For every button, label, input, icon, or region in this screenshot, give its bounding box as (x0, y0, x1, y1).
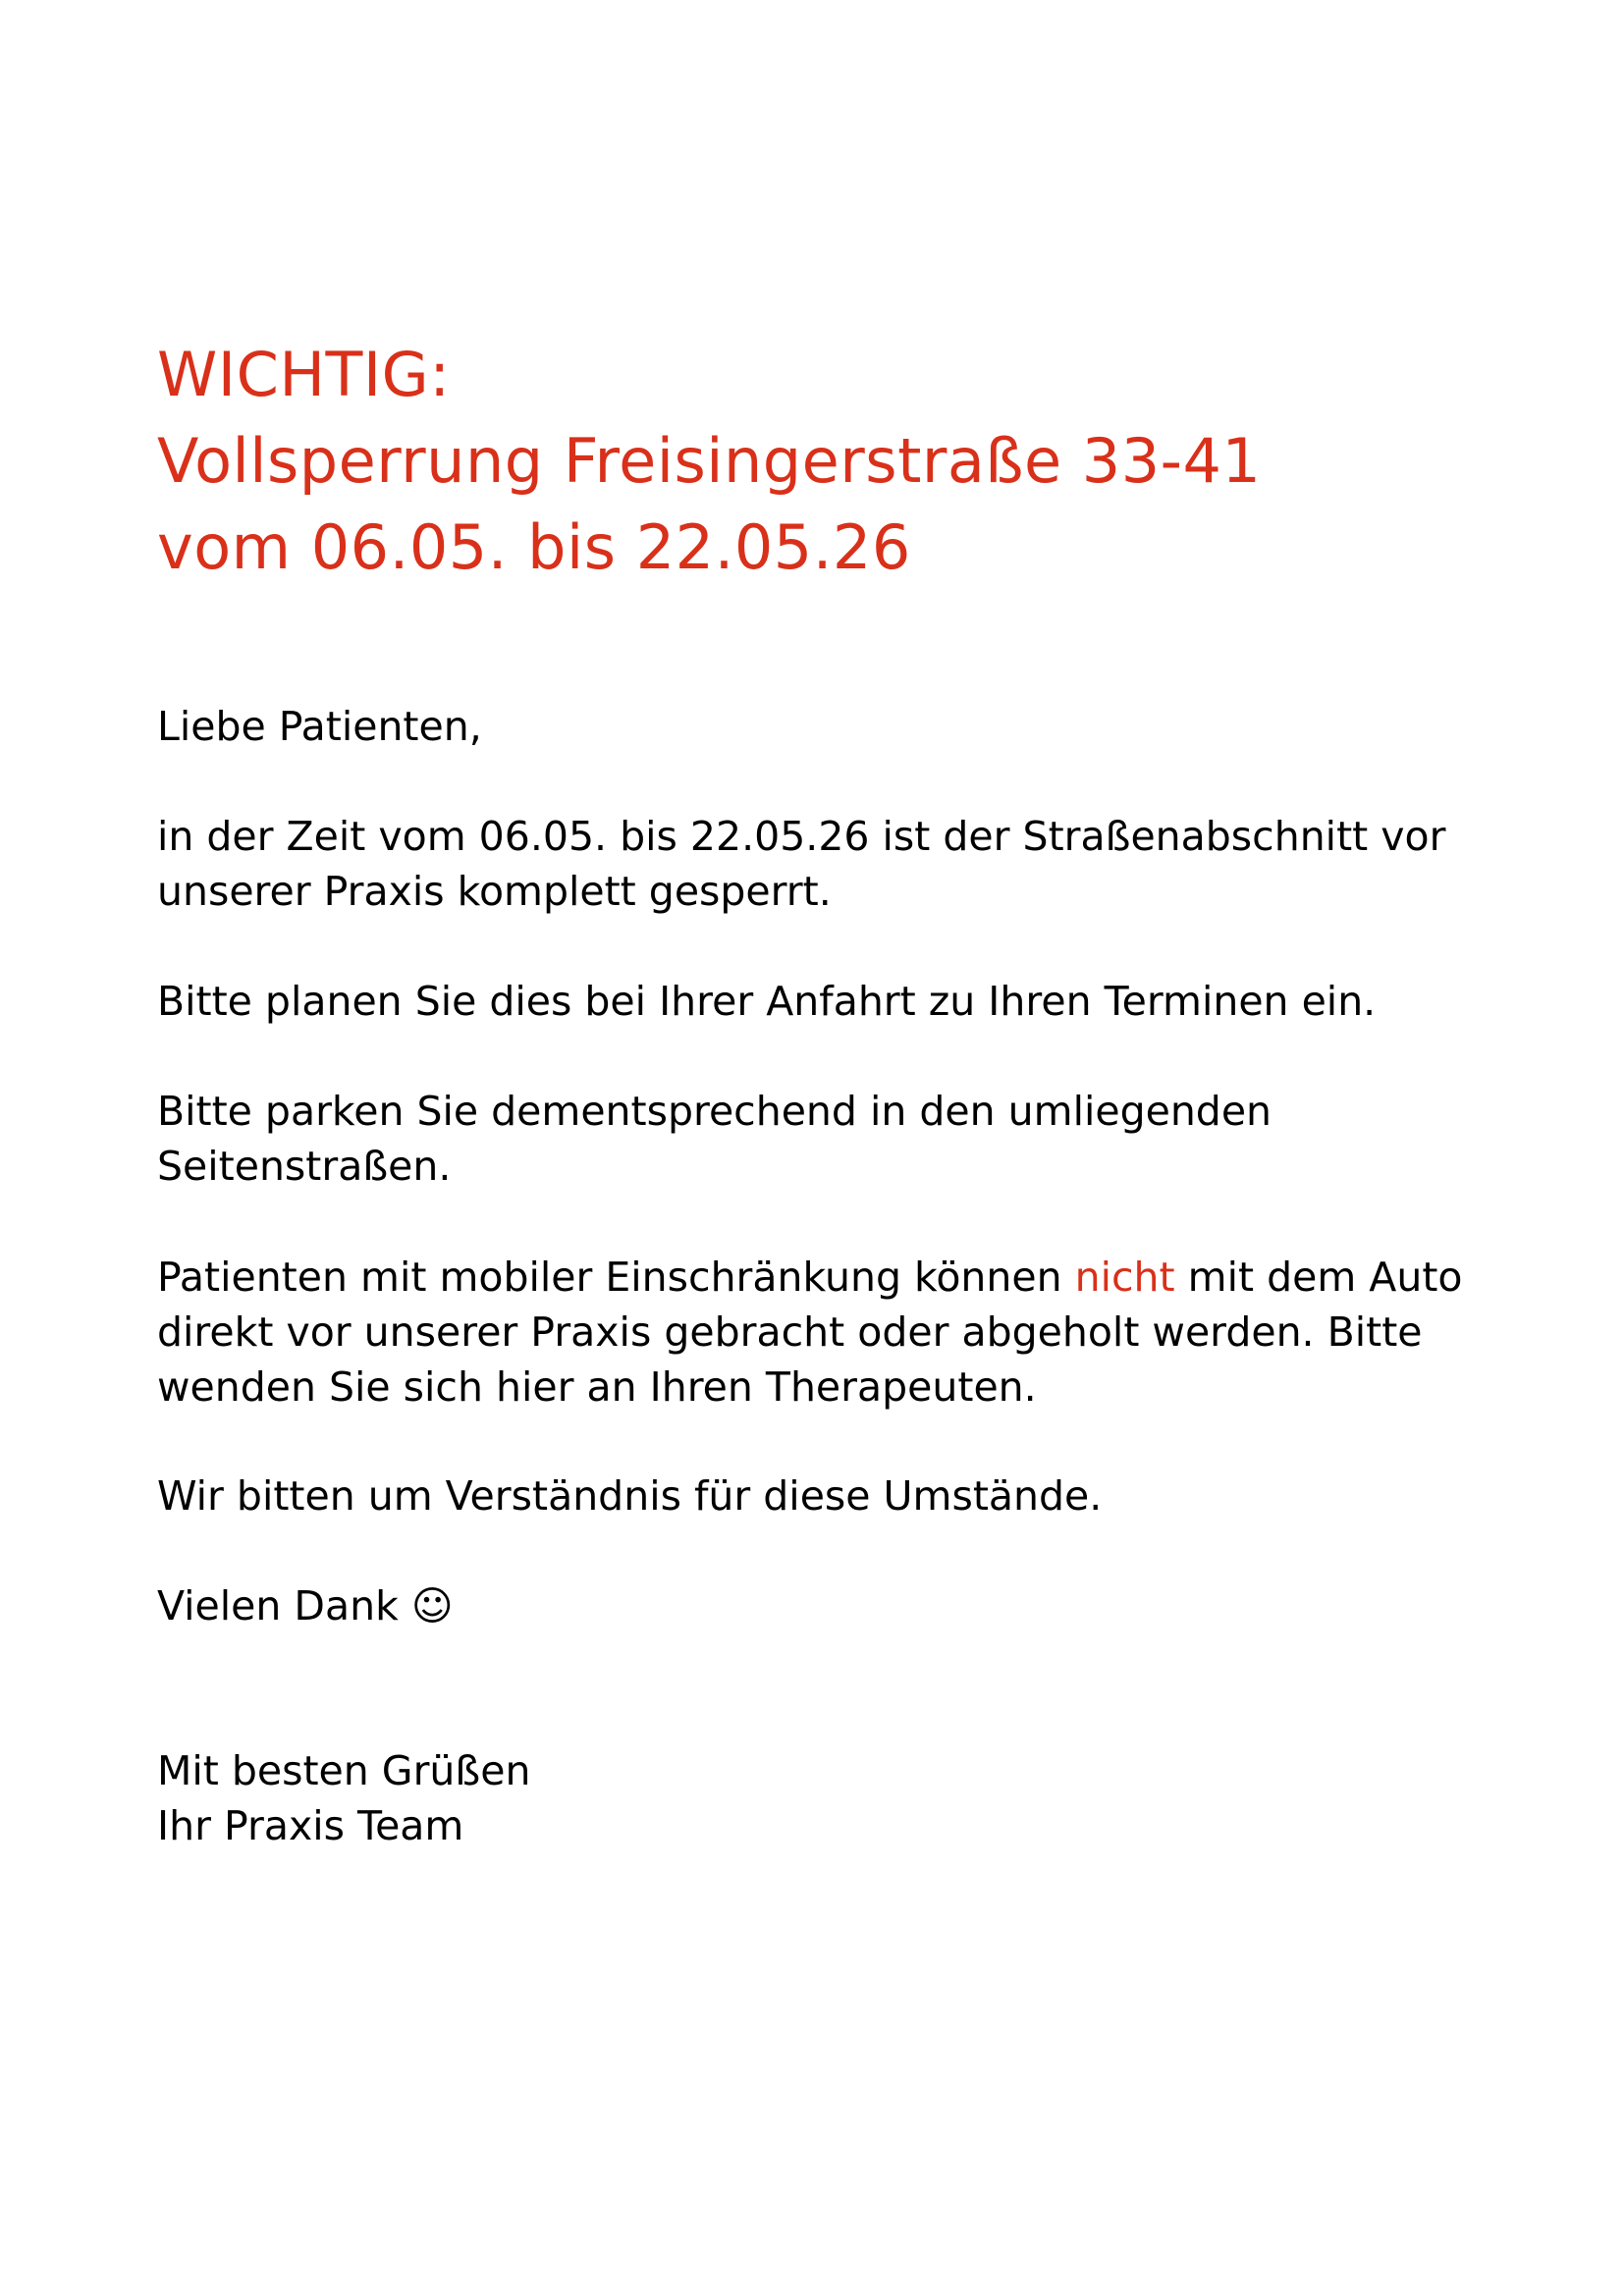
paragraph-parking (157, 1084, 1532, 1194)
closing-signature (157, 1743, 1532, 1853)
paragraph-line: Vielen Dank ☺ (157, 1582, 454, 1629)
closing-line-greeting: Mit besten Grüßen (157, 1747, 531, 1794)
paragraph-line: Bitte planen Sie dies bei Ihrer Anfahrt zu Ihren Terminen ein. (157, 978, 1377, 1025)
text-segment: mit dem Auto (1174, 1254, 1463, 1301)
notice-heading (157, 332, 1532, 591)
greeting-line: Liebe Patienten, (157, 703, 482, 750)
paragraph-line: Bitte parken Sie dementsprechend in den umliegenden (157, 1088, 1272, 1135)
paragraph-line: wenden Sie sich hier an Ihren Therapeuten. (157, 1363, 1037, 1411)
paragraph-line: Seitenstraßen. (157, 1143, 452, 1190)
heading-line-important: WICHTIG: (157, 339, 451, 410)
highlight-word-nicht: nicht (1074, 1254, 1175, 1301)
paragraph-line: in der Zeit vom 06.05. bis 22.05.26 ist der Straßenabschnitt vor (157, 813, 1446, 860)
paragraph-line: direkt vor unserer Praxis gebracht oder abgeholt werden. Bitte (157, 1308, 1423, 1356)
heading-line-dates: vom 06.05. bis 22.05.26 (157, 511, 911, 583)
paragraph-line (157, 1250, 1532, 1305)
paragraph-line: Wir bitten um Verständnis für diese Umstände. (157, 1472, 1103, 1520)
closing-line-team: Ihr Praxis Team (157, 1802, 464, 1849)
text-segment: Patienten mit mobiler Einschränkung können (157, 1254, 1075, 1301)
paragraph-mobility-restriction (157, 1250, 1532, 1415)
paragraph-understanding (157, 1468, 1532, 1523)
paragraph-line: unserer Praxis komplett gesperrt. (157, 868, 832, 915)
paragraph-plan-arrival (157, 974, 1532, 1029)
paragraph-closure-period (157, 809, 1532, 919)
greeting (157, 699, 1532, 754)
heading-line-closure: Vollsperrung Freisingerstraße 33-41 (157, 425, 1262, 497)
thanks-line (157, 1578, 1532, 1633)
